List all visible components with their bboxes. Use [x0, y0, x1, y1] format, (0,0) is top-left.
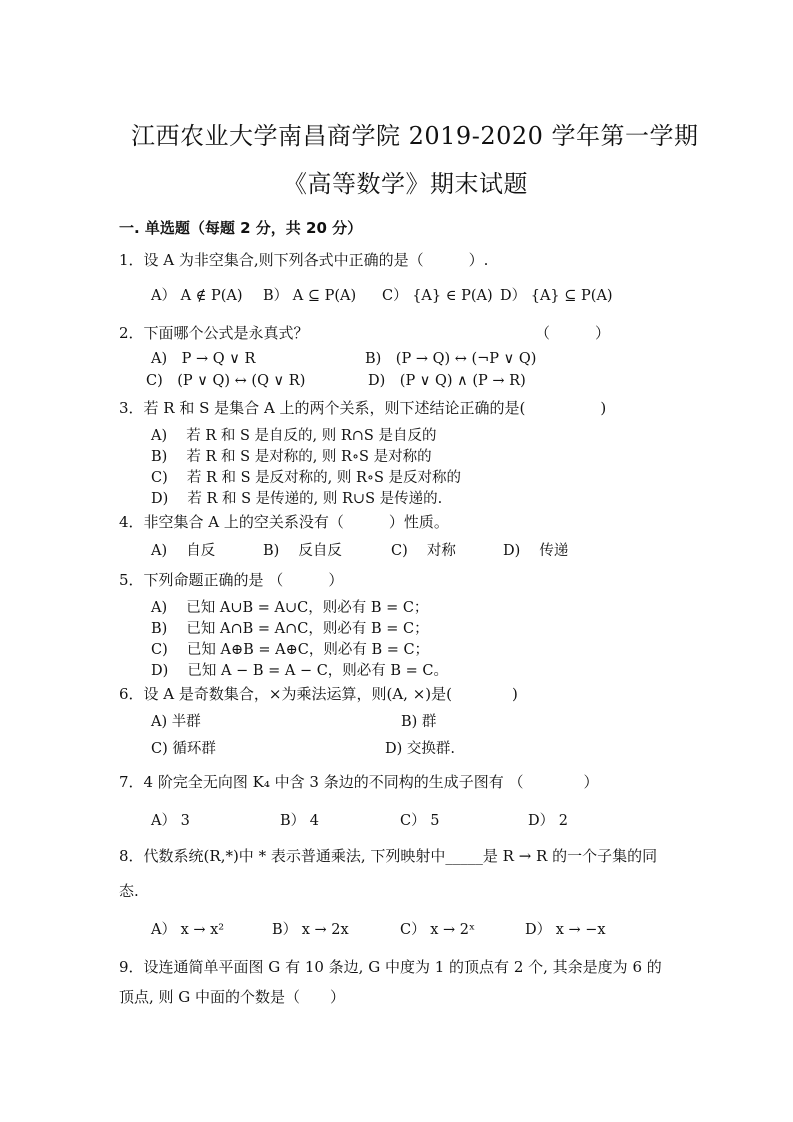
q1-option-b: B） A ⊆ P(A): [263, 288, 357, 304]
q4-option-b: B) 反自反: [263, 543, 342, 559]
q7-option-a: A） 3: [151, 813, 190, 829]
q7-option-c: C） 5: [400, 813, 440, 829]
q5-option-b: B) 已知 A∩B = A∩C，则必有 B = C；: [151, 621, 429, 637]
q3-option-d: D) 若 R 和 S 是传递的, 则 R∪S 是传递的.: [151, 491, 443, 507]
question-8-stem: 8．代数系统(R,*)中 * 表示普通乘法, 下列映射中_____是 R → R 的一个子集的同: [119, 847, 658, 865]
q5-option-d: D) 已知 A − B = A − C，则必有 B = C。: [151, 663, 449, 679]
q6-option-b: B) 群: [401, 714, 437, 730]
q3-option-b: B) 若 R 和 S 是对称的, 则 R∘S 是对称的: [151, 449, 432, 465]
q5-option-c: C) 已知 A⊕B = A⊕C，则必有 B = C；: [151, 642, 430, 658]
q2-option-c: C) (P ∨ Q) ↔ (Q ∨ R): [146, 373, 306, 389]
q2-option-a: A) P → Q ∨ R: [151, 351, 256, 367]
q1-option-d: D） {A} ⊆ P(A): [500, 288, 613, 304]
q5-option-a: A) 已知 A∪B = A∪C，则必有 B = C；: [151, 600, 429, 616]
q1-option-a: A） A ∉ P(A): [151, 288, 243, 304]
q2-option-b: B) (P → Q) ↔ (¬P ∨ Q): [365, 351, 537, 367]
question-9-stem: 9．设连通简单平面图 G 有 10 条边, G 中度为 1 的顶点有 2 个, 其余是度为 6 的: [119, 958, 662, 976]
q7-option-d: D） 2: [528, 813, 568, 829]
q7-option-b: B） 4: [280, 813, 319, 829]
question-2-stem: 2．下面哪个公式是永真式？: [119, 324, 309, 342]
q3-option-a: A) 若 R 和 S 是自反的, 则 R∩S 是自反的: [151, 428, 437, 444]
q4-option-a: A) 自反: [151, 543, 216, 559]
q4-option-d: D) 传递: [503, 543, 569, 559]
q2-option-d: D) (P ∨ Q) ∧ (P → R): [368, 373, 526, 389]
question-7-stem: 7．4 阶完全无向图 K₄ 中含 3 条边的不同构的生成子图有 （ ）: [119, 773, 599, 791]
q6-option-c: C) 循环群: [151, 741, 216, 757]
question-8-stem-continued: 态.: [119, 882, 139, 900]
q6-option-d: D) 交换群.: [385, 741, 456, 757]
q8-option-a: A） x → x²: [151, 922, 225, 938]
q4-option-c: C) 对称: [391, 543, 456, 559]
q8-option-c: C） x → 2ˣ: [400, 922, 476, 938]
question-3-stem: 3．若 R 和 S 是集合 A 上的两个关系，则下述结论正确的是( ): [119, 399, 607, 417]
section-heading: 一. 单选题（每题 2 分，共 20 分）: [119, 219, 363, 237]
question-9-stem-continued: 顶点, 则 G 中面的个数是（ ）: [119, 988, 346, 1006]
question-6-stem: 6．设 A 是奇数集合，×为乘法运算，则(A, ×)是( ): [119, 685, 518, 703]
question-1-stem: 1．设 A 为非空集合,则下列各式中正确的是（ ）.: [119, 251, 489, 269]
exam-title-line2: 《高等数学》期末试题: [283, 170, 528, 198]
exam-title-line1: 江西农业大学南昌商学院 2019-2020 学年第一学期: [131, 122, 699, 150]
q1-option-c: C） {A} ∈ P(A): [382, 288, 493, 304]
q6-option-a: A) 半群: [151, 714, 201, 730]
question-5-stem: 5．下列命题正确的是 （ ）: [119, 571, 344, 589]
question-2-answer-blank: （ ）: [535, 324, 611, 342]
q8-option-d: D） x → −x: [525, 922, 606, 938]
q8-option-b: B） x → 2x: [272, 922, 349, 938]
question-4-stem: 4．非空集合 A 上的空关系没有（ ）性质。: [119, 513, 449, 531]
q3-option-c: C) 若 R 和 S 是反对称的, 则 R∘S 是反对称的: [151, 470, 462, 486]
